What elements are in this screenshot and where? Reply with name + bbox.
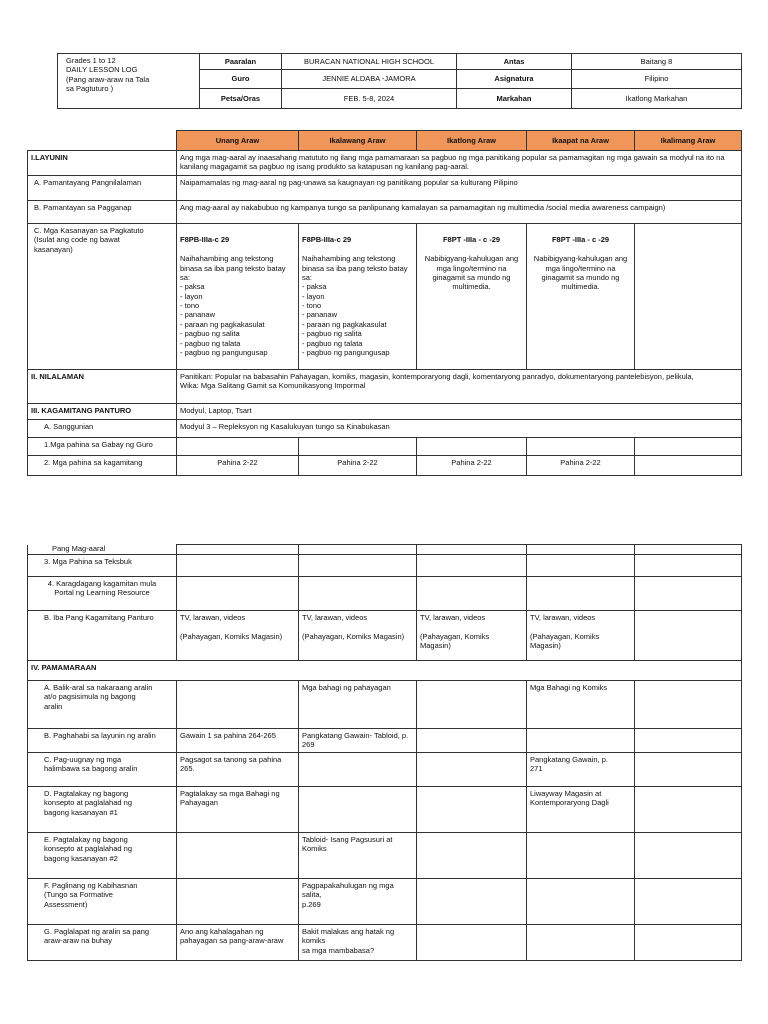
iba-pang-day-3: TV, larawan, videos (Pahayagan, Komiks Magasin): [417, 611, 527, 661]
row-cell: [177, 681, 299, 729]
markahan-value: Ikatlong Markahan: [572, 89, 742, 109]
karagdagang-label: 4. Karagdagang kagamitan mula Portal ng Learning Resource: [28, 577, 177, 611]
sanggunian-label: A. Sanggunian: [28, 419, 177, 437]
row-cell: [635, 878, 742, 924]
petsa-value: FEB. 5-8, 2024: [282, 89, 457, 109]
nilalaman-text: Panitikan: Popular na babasahin Pahayagan, komiks, magasin, kontemporaryong dagli, komentaryong panradyo, dokumentaryong pantelebisyon, pelikula, Wika: Mga Salitang Gamit sa Komunikasyong Impormal: [177, 369, 742, 403]
guro-value: JENNIE ALDABA -JAMORA: [282, 70, 457, 89]
layunin-text: Ang mga mag-aaral ay inaasahang matututo ng ilang mga pamamaraan sa pagbuo ng mga panitikang popular sa pamamagitan ng mga gawain sa modyul na ito na kanilang magagamit sa pagbuo ng isang produkto sa katapusan ng kanilang pag-aaral.: [177, 151, 742, 176]
kasanayan-day-1: [177, 224, 299, 370]
asignatura-value: Filipino: [572, 70, 742, 89]
pang-mag-aaral-label: Pang Mag-aaral: [28, 545, 177, 555]
pahina-day-1: Pahina 2-22: [177, 455, 299, 475]
row-cell: [417, 924, 527, 960]
kasanayan-code: F8PB-IIIa-c 29: [302, 235, 352, 245]
day-header-3: Ikatlong Araw: [417, 131, 527, 151]
row-cell: Pangkatang Gawain- Tabloid, p. 269: [299, 729, 417, 753]
row-cell: [527, 729, 635, 753]
row-label: C. Pag-uugnay ng mga halimbawa sa bagong aralin: [28, 752, 177, 786]
row-cell: [527, 832, 635, 878]
iba-pang-day-5: [635, 611, 742, 661]
row-cell: [299, 786, 417, 832]
row-label: B. Paghahabi sa layunin ng aralin: [28, 729, 177, 753]
kasanayan-day-4: [527, 224, 635, 370]
kasanayan-text: Naihahambing ang tekstong binasa sa iba pang teksto batay sa: - paksa - layon - tono - pananaw - paraan ng pagkakasulat - pagbuo ng salita - pagbuo ng talata - pagbuo ng pangungusap: [180, 254, 286, 357]
kasanayan-code: F8PT -IIIa - c -29: [551, 235, 610, 245]
row-cell: [635, 681, 742, 729]
day-header-4: Ikaapat na Araw: [527, 131, 635, 151]
row-cell: [177, 832, 299, 878]
kasanayan-code: F8PB-IIIa-c 29: [180, 235, 230, 245]
row-cell: Pagsagot sa tanong sa pahina 265.: [177, 752, 299, 786]
guro-label: Guro: [200, 70, 282, 89]
row-cell: [417, 752, 527, 786]
lesson-table-2: [27, 544, 742, 961]
row-cell: [417, 729, 527, 753]
row-cell: Pangkatang Gawain, p. 271: [527, 752, 635, 786]
pangnilalaman-text: Naipamamalas ng mag-aaral ng pag-unawa sa kaugnayan ng panitikang popular sa kulturang Pilipino: [177, 176, 742, 201]
row-cell: Pagtalakay sa mga Bahagi ng Pahayagan: [177, 786, 299, 832]
row-cell: [299, 752, 417, 786]
kasanayan-day-2: [299, 224, 417, 370]
row-cell: [635, 786, 742, 832]
pahina-day-3: Pahina 2-22: [417, 455, 527, 475]
pahina-kagamitan-label: 2. Mga pahina sa kagamitang: [28, 455, 177, 475]
day-header-5: Ikalimang Araw: [635, 131, 742, 151]
asignatura-label: Asignatura: [457, 70, 572, 89]
pangnilalaman-label: A. Pamantayang Pangnilalaman: [28, 176, 177, 201]
row-cell: Bakit malakas ang hatak ng komiks sa mga mambabasa?: [299, 924, 417, 960]
row-cell: Liwayway Magasin at Kontemporaryong Dagli: [527, 786, 635, 832]
pahina-day-5: [635, 455, 742, 475]
row-cell: [635, 924, 742, 960]
paaralan-value: BURACAN NATIONAL HIGH SCHOOL: [282, 54, 457, 70]
row-cell: [635, 832, 742, 878]
row-label: G. Paglalapat ng aralin sa pang araw-araw na buhay: [28, 924, 177, 960]
row-label: A. Balik-aral sa nakaraang aralin at/o pagsisimula ng bagong aralin: [28, 681, 177, 729]
pamamaraan-label: IV. PAMAMARAAN: [28, 661, 742, 681]
gabay-label: 1.Mga pahina sa Gabay ng Guro: [28, 437, 177, 455]
row-cell: Mga Bahagi ng Komiks: [527, 681, 635, 729]
layunin-label: I.LAYUNIN: [28, 151, 177, 176]
kasanayan-text: Nabibigyang-kahulugan ang mga lingo/termino na ginagamit sa mundo ng multimedia.: [424, 254, 519, 292]
row-cell: Mga bahagi ng pahayagan: [299, 681, 417, 729]
row-cell: Tabloid- Isang Pagsusuri at Komiks: [299, 832, 417, 878]
teksbuk-label: 3. Mga Pahina sa Teksbuk: [28, 555, 177, 577]
pahina-day-2: Pahina 2-22: [299, 455, 417, 475]
kasanayan-code: F8PT -IIIa - c -29: [442, 235, 501, 245]
row-cell: [635, 752, 742, 786]
row-cell: [417, 832, 527, 878]
row-cell: [527, 878, 635, 924]
row-cell: [635, 729, 742, 753]
row-cell: Pagpapakahulugan ng mga salita, p.269: [299, 878, 417, 924]
row-cell: [527, 924, 635, 960]
antas-label: Antas: [457, 54, 572, 70]
kasanayan-day-5: [635, 224, 742, 370]
antas-value: Baitang 8: [572, 54, 742, 70]
pahina-day-4: Pahina 2-22: [527, 455, 635, 475]
iba-pang-label: B. Iba Pang Kagamitang Panturo: [28, 611, 177, 661]
row-cell: Gawain 1 sa pahina 264-265: [177, 729, 299, 753]
row-cell: [177, 878, 299, 924]
row-label: F. Paglinang ng Kabihasnan (Tungo sa Formative Assessment): [28, 878, 177, 924]
kasanayan-day-3: [417, 224, 527, 370]
row-cell: [417, 786, 527, 832]
kasanayan-text: Nabibigyang-kahulugan ang mga lingo/termino na ginagamit sa mundo ng multimedia.: [533, 254, 628, 292]
nilalaman-label: II. NILALAMAN: [28, 369, 177, 403]
row-label: D. Pagtalakay ng bagong konsepto at paglalahad ng bagong kasanayan #1: [28, 786, 177, 832]
row-cell: [417, 681, 527, 729]
row-cell: [417, 878, 527, 924]
kagamitan-text: Modyul, Laptop, Tsart: [177, 403, 742, 419]
sanggunian-text: Modyul 3 – Repleksyon ng Kasalukuyan tungo sa Kinabukasan: [177, 419, 742, 437]
markahan-label: Markahan: [457, 89, 572, 109]
pagganap-text: Ang mag-aaral ay nakabubuo ng kampanya tungo sa panlipunang kamalayan sa pamamagitan ng multimedia /social media awareness campaign): [177, 201, 742, 224]
row-label: E. Pagtalakay ng bagong konsepto at paglalahad ng bagong kasanayan #2: [28, 832, 177, 878]
paaralan-label: Paaralan: [200, 54, 282, 70]
document-title: Grades 1 to 12 DAILY LESSON LOG (Pang araw-araw na Tala sa Pagtuturo ): [58, 54, 200, 109]
lesson-table-1: [27, 130, 742, 476]
iba-pang-day-2: TV, larawan, videos (Pahayagan, Komiks Magasin): [299, 611, 417, 661]
day-header-2: Ikalawang Araw: [299, 131, 417, 151]
day-header-1: Unang Araw: [177, 131, 299, 151]
petsa-label: Petsa/Oras: [200, 89, 282, 109]
header-table: [57, 53, 742, 109]
row-cell: Ano ang kahalagahan ng pahayagan sa pang-araw-araw: [177, 924, 299, 960]
kagamitan-label: III. KAGAMITANG PANTURO: [28, 403, 177, 419]
pagganap-label: B. Pamantayan sa Pagganap: [28, 201, 177, 224]
kasanayan-label: C. Mga Kasanayan sa Pagkatuto (Isulat ang code ng bawat kasanayan): [28, 224, 177, 370]
iba-pang-day-4: TV, larawan, videos (Pahayagan, Komiks Magasin): [527, 611, 635, 661]
kasanayan-text: Naihahambing ang tekstong binasa sa iba pang teksto batay sa: - paksa - layon - tono - pananaw - paraan ng pagkakasulat - pagbuo ng salita - pagbuo ng talata - pagbuo ng pangungusap: [302, 254, 408, 357]
iba-pang-day-1: TV, larawan, videos (Pahayagan, Komiks Magasin): [177, 611, 299, 661]
